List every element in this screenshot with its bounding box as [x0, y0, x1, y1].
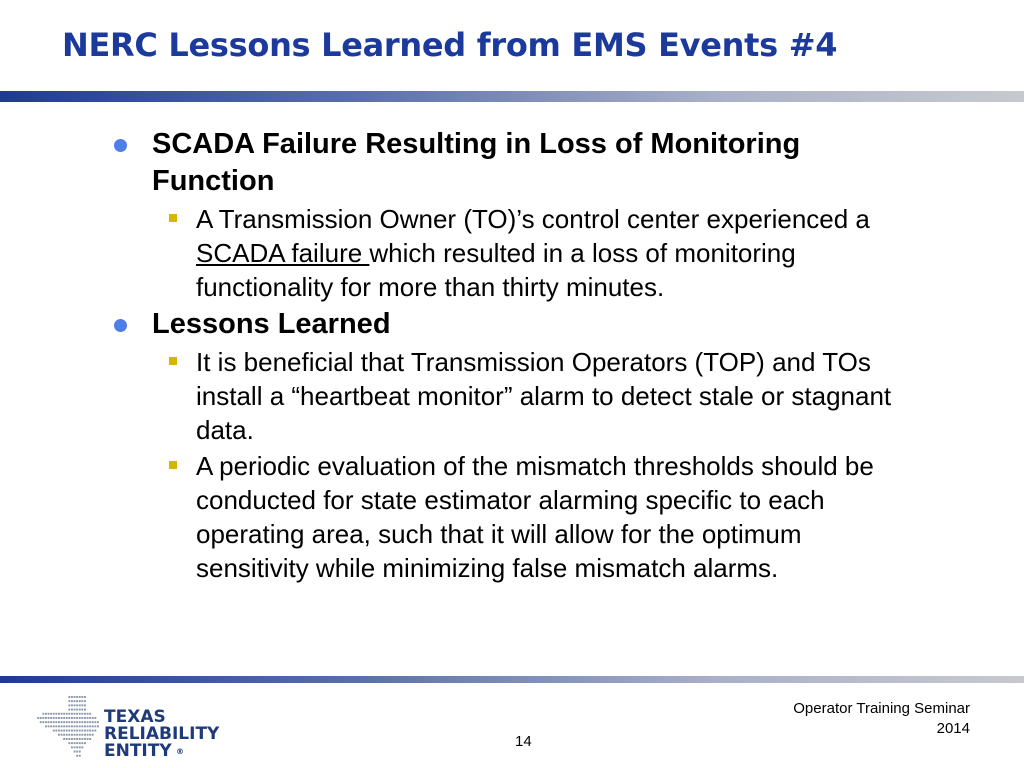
texas-reliability-entity-logo	[32, 690, 232, 760]
sub-bullet-text: It is beneficial that Transmission Operators (TOP) and TOs install a “heartbeat monitor” alarm to detect stale or stagnant data.	[196, 347, 892, 445]
logo-text-entity: ENTITY	[104, 741, 172, 760]
sub-bullet-scada-description	[152, 202, 910, 304]
sub-bullet-text-end: which resulted in a loss of monitoring functionality for more than thirty minutes.	[196, 238, 796, 302]
footer-divider	[0, 676, 1024, 683]
sub-bullet-text-start: A Transmission Owner (TO)’s control center experienced a	[196, 204, 870, 234]
sub-bullet-text: A periodic evaluation of the mismatch thresholds should be conducted for state estimator alarming specific to each operating area, such that it will allow for the optimum sensitivity while minimizing false mismatch alarms.	[196, 451, 874, 583]
footer-seminar-name: Operator Training Seminar	[793, 700, 970, 717]
slide-title: NERC Lessons Learned from EMS Events #4	[62, 26, 838, 64]
bullet-dot-icon	[114, 319, 127, 332]
bullet-heading: Lessons Learned	[152, 308, 391, 340]
footer-seminar	[793, 699, 970, 739]
page-number: 14	[515, 733, 532, 750]
logo-text-reliability: RELIABILITY	[104, 724, 220, 744]
logo-text-texas: TEXAS	[104, 707, 166, 727]
logo-trademark: ®	[176, 747, 184, 756]
scada-failure-link[interactable]: SCADA failure	[196, 238, 370, 268]
bullet-dot-icon	[114, 139, 127, 152]
bullet-heading: SCADA Failure Resulting in Loss of Monitoring Function	[152, 128, 801, 197]
bullet-lessons-learned	[110, 306, 910, 343]
title-divider	[0, 91, 1024, 102]
sub-bullet-heartbeat-monitor	[152, 345, 910, 447]
square-bullet-icon	[169, 357, 177, 365]
texas-map-icon	[37, 696, 99, 757]
slide-content	[110, 126, 910, 587]
square-bullet-icon	[169, 461, 177, 469]
square-bullet-icon	[169, 214, 177, 222]
footer-seminar-year: 2014	[936, 720, 970, 737]
bullet-scada-failure	[110, 126, 910, 200]
sub-bullet-mismatch-thresholds	[152, 449, 910, 585]
